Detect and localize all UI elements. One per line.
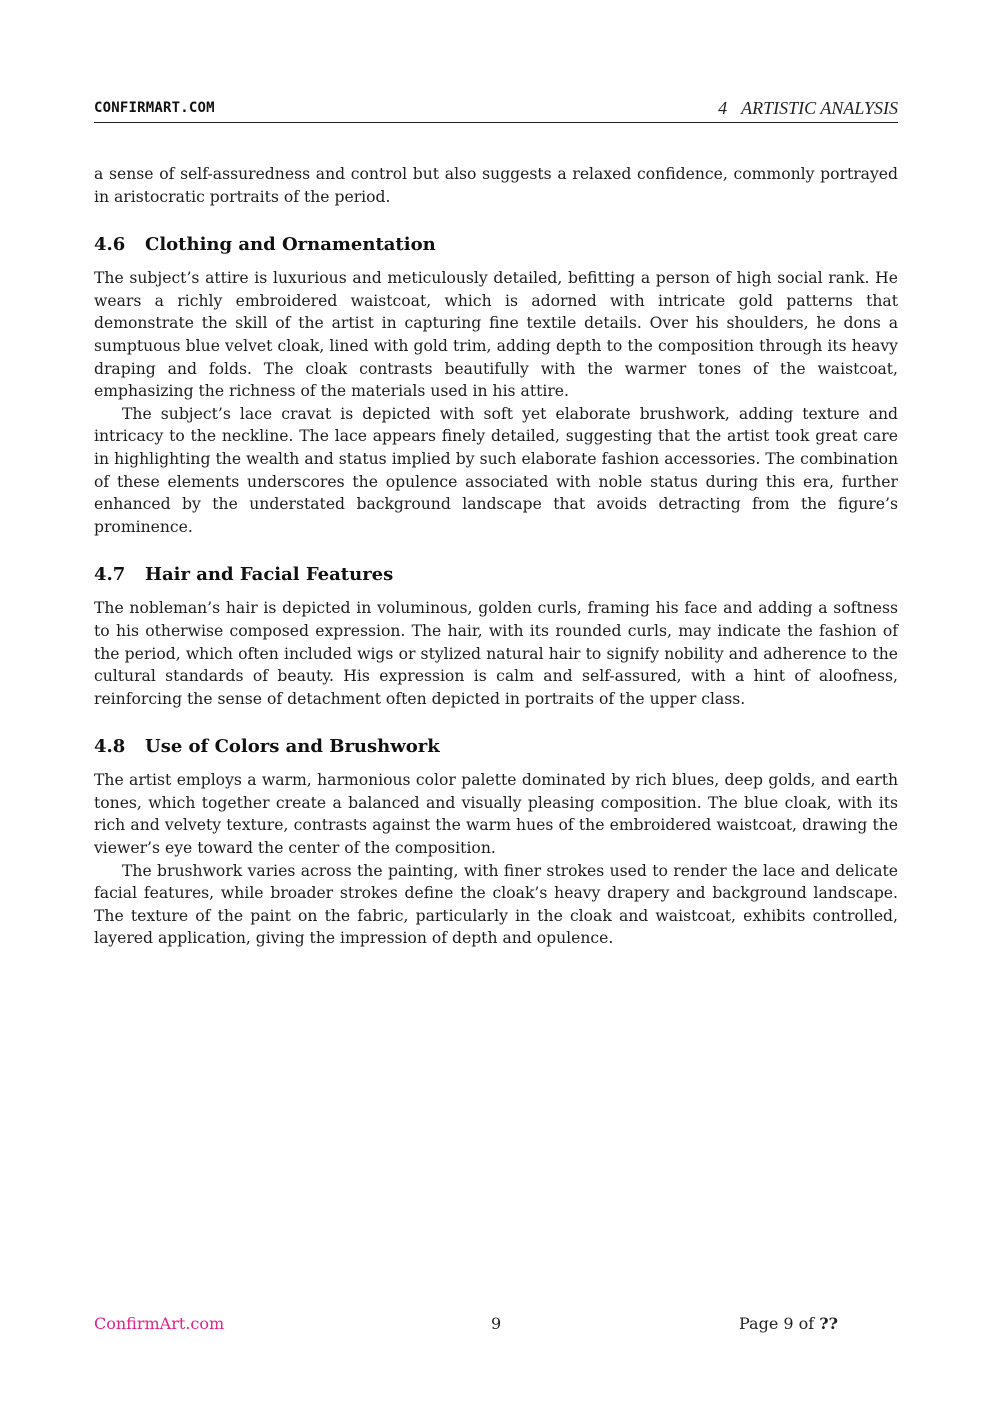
section-number: 4.6 bbox=[94, 234, 126, 256]
page-of-prefix: Page 9 of bbox=[739, 1314, 815, 1333]
body-paragraph: The subject’s attire is luxurious and meticulously detailed, befitting a person of high social rank. He wears a richly embroidered waistcoat, which is adorned with intricate gold patterns that demonstrate the skill of the artist in capturing fine textile details. Over his shoulders, he dons a sumptuous blue velvet cloak, lined with gold trim, adding depth to the composition through its heavy draping and folds. The cloak contrasts beautifully with the warmer tones of the waistcoat, emphasizing the richness of the materials used in his attire. bbox=[94, 269, 898, 401]
section-title: Use of Colors and Brushwork bbox=[145, 736, 440, 758]
footer-site-link[interactable]: ConfirmArt.com bbox=[94, 1314, 225, 1333]
section-number: 4.8 bbox=[94, 736, 126, 758]
footer-page-number: 9 bbox=[491, 1314, 502, 1333]
running-head-section-number: 4 bbox=[718, 98, 728, 118]
section-number: 4.7 bbox=[94, 564, 126, 586]
document-page bbox=[94, 0, 898, 1404]
body-paragraph: The artist employs a warm, harmonious color palette dominated by rich blues, deep golds, and earth tones, which together create a balanced and visually pleasing composition. The blue cloak, with its rich and velvety texture, contrasts against the warm hues of the embroidered waistcoat, drawing the viewer’s eye toward the center of the composition. bbox=[94, 771, 898, 858]
section-heading-4-8 bbox=[94, 735, 898, 759]
intro-paragraph: a sense of self-assuredness and control but also suggests a relaxed confidence, commonly portrayed in aristocratic portraits of the period. bbox=[94, 165, 898, 206]
page-of-total: ?? bbox=[819, 1314, 839, 1333]
site-logo[interactable]: CONFIRMART.COM bbox=[94, 100, 215, 116]
body-paragraph: The subject’s lace cravat is depicted with soft yet elaborate brushwork, adding texture and intricacy to the neckline. The lace appears finely detailed, suggesting that the artist took great care in highlighting the wealth and status implied by such elaborate fashion accessories. The combination of these elements underscores the opulence associated with noble status during this era, further enhanced by the understated background landscape that avoids detracting from the figure’s prominence. bbox=[94, 404, 898, 536]
body-paragraph: The nobleman’s hair is depicted in voluminous, golden curls, framing his face and adding a softness to his otherwise composed expression. The hair, with its rounded curls, may indicate the fashion of the period, which often included wigs or stylized natural hair to signify nobility and adherence to the cultural standards of beauty. His expression is calm and self-assured, with a hint of aloofness, reinforcing the sense of detachment often depicted in portraits of the upper class. bbox=[94, 599, 898, 708]
section-title: Clothing and Ornamentation bbox=[145, 234, 436, 256]
section-title: Hair and Facial Features bbox=[145, 564, 394, 586]
page-footer bbox=[94, 1314, 898, 1338]
running-head bbox=[718, 98, 898, 119]
main-content bbox=[94, 163, 898, 950]
footer-page-count bbox=[739, 1314, 838, 1333]
section-heading-4-7 bbox=[94, 563, 898, 587]
page-header bbox=[94, 97, 898, 123]
running-head-section-title: ARTISTIC ANALYSIS bbox=[741, 98, 898, 118]
body-paragraph: The brushwork varies across the painting, with finer strokes used to render the lace and delicate facial features, while broader strokes define the cloak’s heavy drapery and background landscape. The texture of the paint on the fabric, particularly in the cloak and waistcoat, exhibits controlled, layered application, giving the impression of depth and opulence. bbox=[94, 861, 898, 948]
section-heading-4-6 bbox=[94, 233, 898, 257]
